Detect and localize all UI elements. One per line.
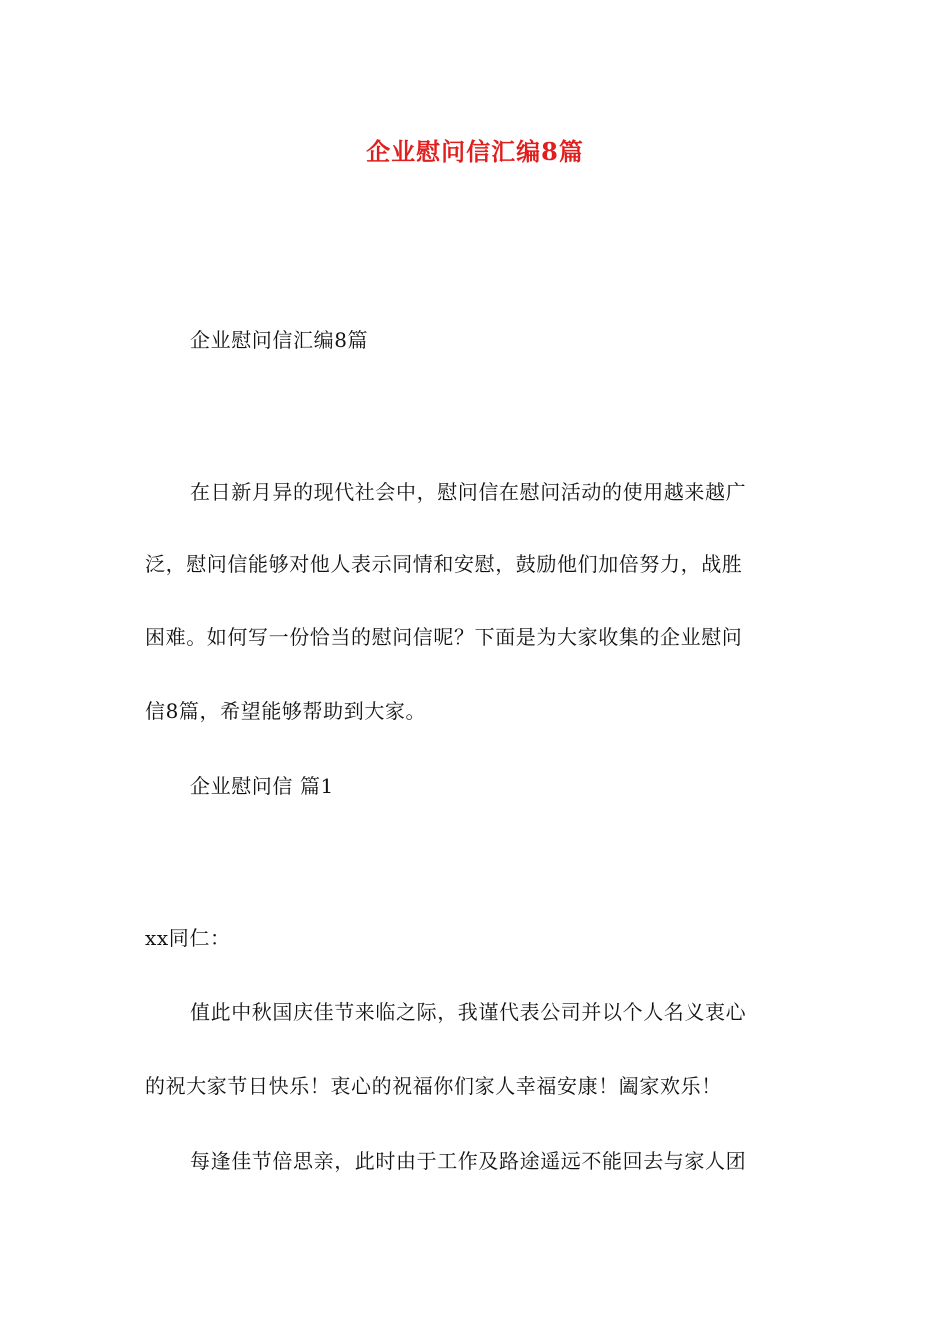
intro-line-2: 泛，慰问信能够对他人表示同情和安慰，鼓励他们加倍努力，战胜 bbox=[145, 552, 743, 576]
intro-line-3: 困难。如何写一份恰当的慰问信呢？下面是为大家收集的企业慰问 bbox=[145, 625, 743, 649]
intro-line-1: 在日新月异的现代社会中，慰问信在慰问活动的使用越来越广 bbox=[190, 480, 747, 504]
paragraph-1-line-2: 的祝大家节日快乐！衷心的祝福你们家人幸福安康！阖家欢乐！ bbox=[145, 1074, 722, 1098]
salutation: xx同仁： bbox=[145, 926, 231, 950]
section-heading: 企业慰问信 篇1 bbox=[190, 774, 334, 798]
document-subtitle: 企业慰问信汇编8篇 bbox=[190, 328, 369, 352]
intro-line-4: 信8篇，希望能够帮助到大家。 bbox=[145, 699, 427, 723]
document-title: 企业慰问信汇编8篇 bbox=[366, 137, 584, 166]
paragraph-2-line-1: 每逢佳节倍思亲，此时由于工作及路途遥远不能回去与家人团 bbox=[190, 1149, 747, 1173]
paragraph-1-line-1: 值此中秋国庆佳节来临之际，我谨代表公司并以个人名义衷心 bbox=[190, 1000, 747, 1024]
